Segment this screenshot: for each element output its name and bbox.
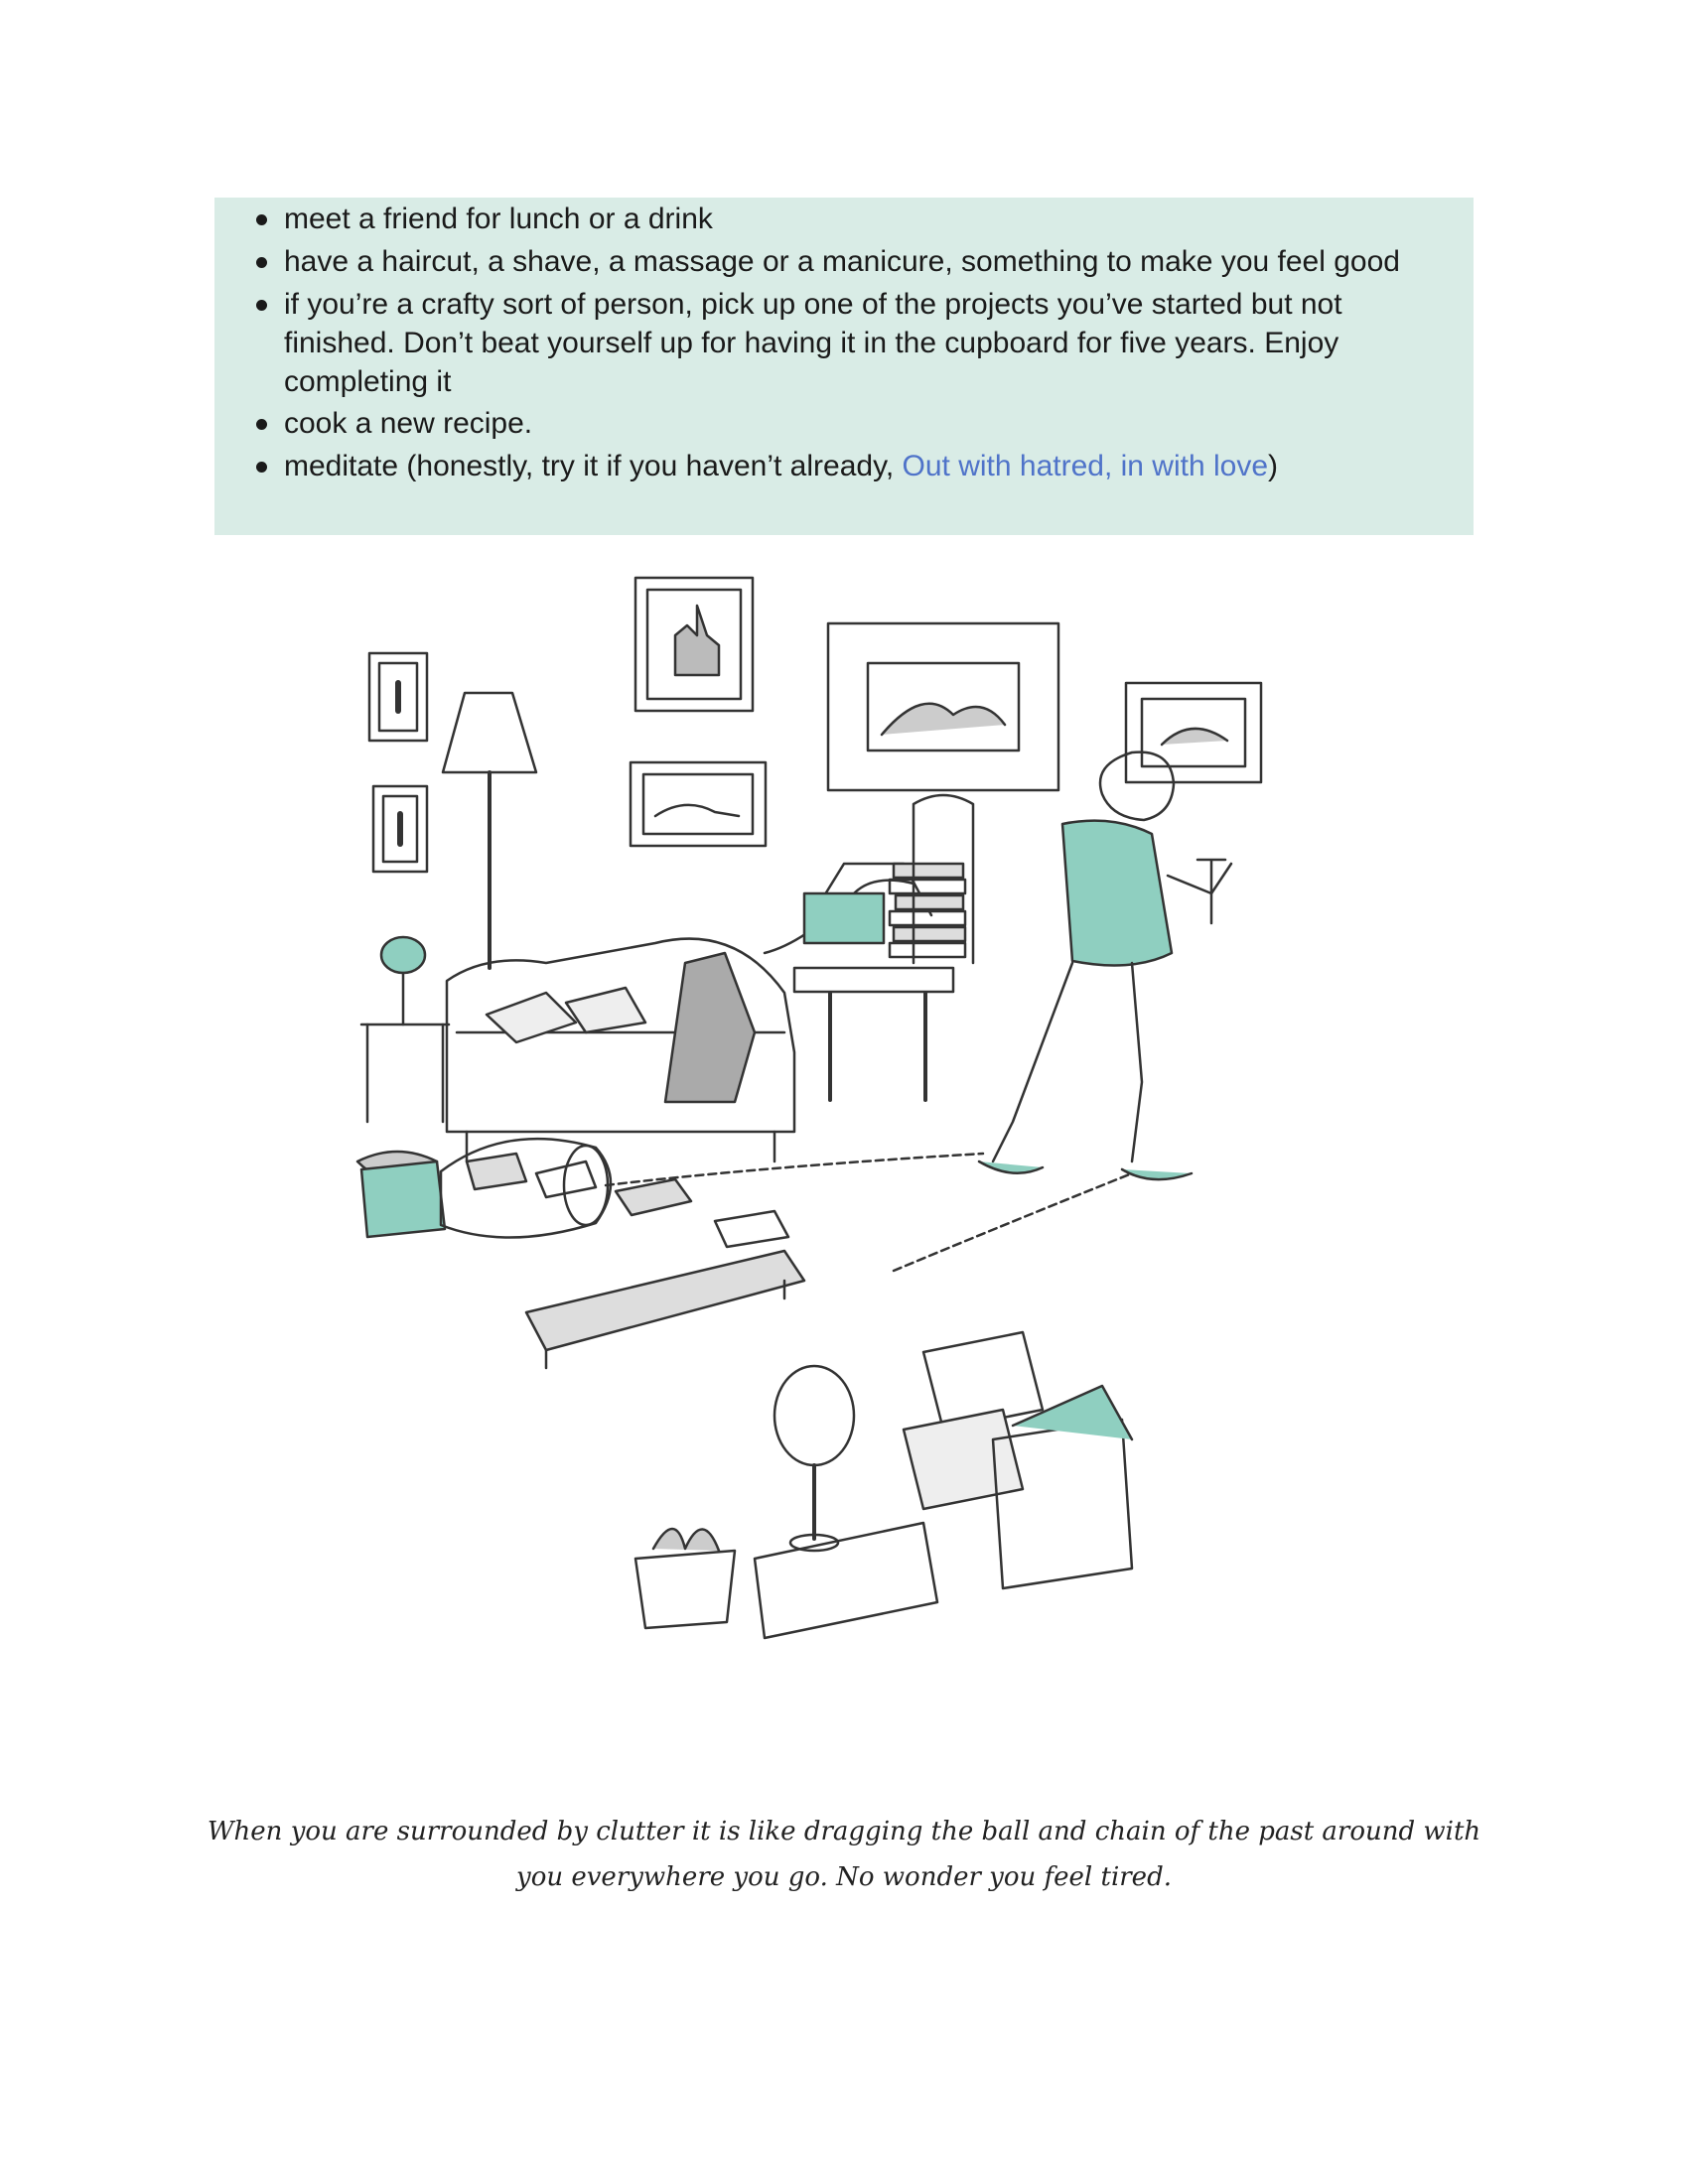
picture-frame <box>1126 683 1261 782</box>
tips-list <box>252 200 1434 486</box>
bench <box>526 1251 804 1368</box>
tip-text: cook a new recipe. <box>284 407 533 440</box>
vase-and-chain <box>361 1139 1132 1271</box>
picture-frame <box>828 623 1058 790</box>
tip-text-close: ) <box>1268 450 1279 482</box>
basket <box>635 1529 735 1628</box>
person-figure <box>979 752 1231 1180</box>
bullet-icon <box>256 300 267 311</box>
storage-boxes <box>755 1332 1132 1638</box>
list-item <box>252 285 1434 401</box>
picture-frame <box>635 578 753 711</box>
tip-text: have a haircut, a shave, a massage or a manicure, something to make you feel good <box>284 245 1400 278</box>
bullet-icon <box>256 257 267 268</box>
sofa <box>447 939 794 1161</box>
meditation-link[interactable]: Out with hatred, in with love <box>902 450 1269 482</box>
tip-text: if you’re a crafty sort of person, pick up one of the projects you’ve started but not finished. Don’t beat yourself up for having it in the cupboard for five years. Enjoy completing it <box>284 288 1342 398</box>
tip-text: meet a friend for lunch or a drink <box>284 203 713 235</box>
bullet-icon <box>256 462 267 473</box>
book-stack <box>890 864 965 957</box>
picture-frame <box>631 762 766 846</box>
scattered-books <box>467 1154 788 1247</box>
floor-lamp <box>443 693 536 968</box>
bullet-icon <box>256 419 267 430</box>
bullet-icon <box>256 214 267 225</box>
list-item <box>252 200 1434 239</box>
side-table <box>357 937 449 1181</box>
list-item <box>252 404 1434 444</box>
picture-frame <box>373 786 427 872</box>
list-item <box>252 242 1434 282</box>
table-lamp <box>774 1366 854 1551</box>
picture-frame <box>369 653 427 741</box>
illustration-caption: When you are surrounded by clutter it is like dragging the ball and chain of the past around with you everywhere you go. No wonder you feel tired. <box>207 1817 1481 1892</box>
tips-box <box>214 198 1474 535</box>
console-table <box>765 795 973 1100</box>
cluttered-room-illustration <box>338 566 1350 1777</box>
list-item <box>252 447 1434 486</box>
tip-text: meditate (honestly, try it if you haven’t already, <box>284 450 903 482</box>
